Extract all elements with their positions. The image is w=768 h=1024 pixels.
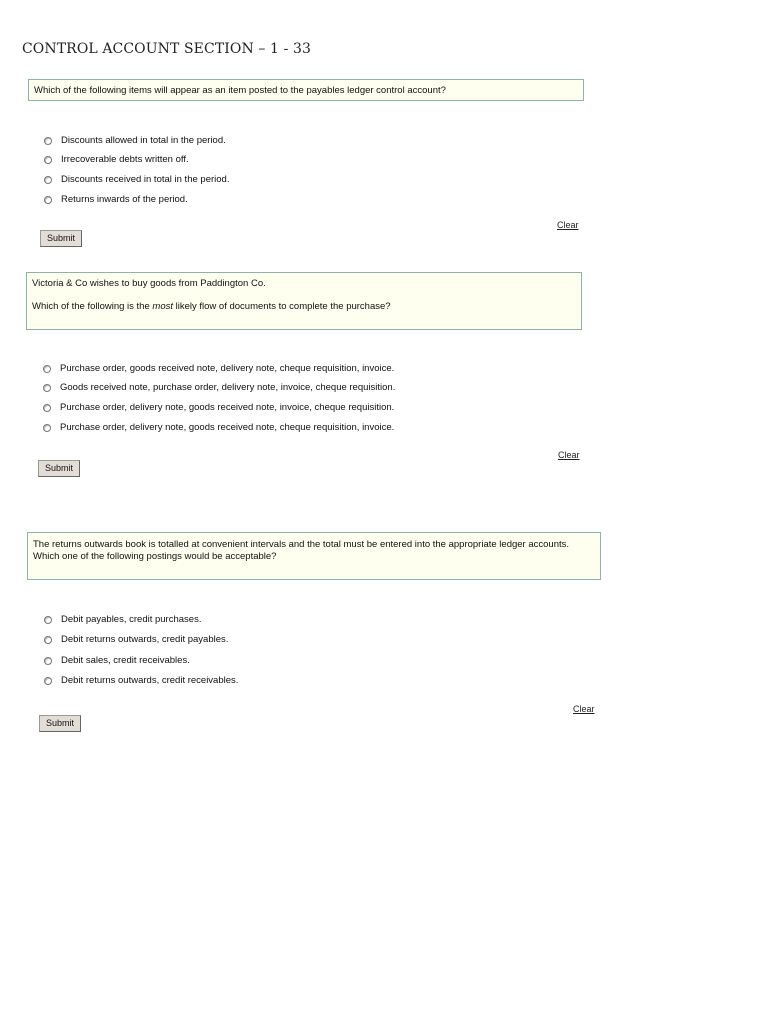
radio-button[interactable] (44, 657, 52, 665)
radio-button[interactable] (43, 365, 51, 373)
question-3-clear-link[interactable]: Clear (573, 704, 595, 714)
question-2-prompt-line2: Which of the following is the most likely flow of documents to complete the purchase? (32, 301, 391, 312)
emphasis-most: most (152, 301, 173, 312)
radio-button[interactable] (44, 616, 52, 624)
option-label: Purchase order, delivery note, goods received note, invoice, cheque requisition. (60, 402, 395, 413)
question-3-option-a[interactable] (44, 614, 201, 625)
question-1-prompt: Which of the following items will appear as an item posted to the payables ledger control account? (34, 85, 446, 96)
option-label: Debit returns outwards, credit receivables. (61, 675, 239, 686)
question-1-submit-button[interactable]: Submit (40, 230, 82, 247)
option-label: Debit returns outwards, credit payables. (61, 634, 229, 645)
question-1-option-c[interactable] (44, 174, 229, 185)
radio-button[interactable] (44, 196, 52, 204)
question-1-option-b[interactable] (44, 154, 189, 165)
question-2-prompt-line1: Victoria & Co wishes to buy goods from Paddington Co. (32, 278, 266, 289)
option-label: Debit payables, credit purchases. (61, 614, 202, 625)
question-2-option-a[interactable] (43, 363, 394, 374)
radio-button[interactable] (43, 424, 51, 432)
radio-button[interactable] (44, 636, 52, 644)
option-label: Goods received note, purchase order, delivery note, invoice, cheque requisition. (60, 382, 396, 393)
question-1-option-d[interactable] (44, 194, 188, 205)
question-3-prompt-line1: The returns outwards book is totalled at convenient intervals and the total must be entered into the appropriate ledger accounts. (33, 539, 570, 550)
option-label: Purchase order, goods received note, delivery note, cheque requisition, invoice. (60, 363, 395, 374)
question-3-option-b[interactable] (44, 634, 228, 645)
question-3-option-c[interactable] (44, 655, 190, 666)
option-label: Discounts received in total in the period. (61, 174, 230, 185)
question-2-option-c[interactable] (43, 402, 394, 413)
option-label: Irrecoverable debts written off. (61, 154, 189, 165)
option-label: Debit sales, credit receivables. (61, 655, 190, 666)
option-label: Returns inwards of the period. (61, 194, 188, 205)
option-label: Purchase order, delivery note, goods received note, cheque requisition, invoice. (60, 422, 395, 433)
question-3-option-d[interactable] (44, 675, 238, 686)
question-2-clear-link[interactable]: Clear (558, 450, 580, 460)
radio-button[interactable] (44, 677, 52, 685)
question-2-prompt-box (26, 272, 582, 330)
question-1-option-a[interactable] (44, 135, 226, 146)
question-3-prompt-box (27, 532, 601, 580)
radio-button[interactable] (43, 404, 51, 412)
radio-button[interactable] (44, 156, 52, 164)
question-2-option-d[interactable] (43, 422, 394, 433)
question-2-option-b[interactable] (43, 382, 395, 393)
page-title: CONTROL ACCOUNT SECTION – 1 - 33 (22, 41, 311, 57)
question-3-prompt-line2: Which one of the following postings would be acceptable? (33, 551, 277, 562)
radio-button[interactable] (44, 137, 52, 145)
question-2-submit-button[interactable]: Submit (38, 460, 80, 477)
question-3-submit-button[interactable]: Submit (39, 715, 81, 732)
option-label: Discounts allowed in total in the period. (61, 135, 226, 146)
radio-button[interactable] (43, 384, 51, 392)
question-1-prompt-box (28, 79, 584, 101)
question-1-clear-link[interactable]: Clear (557, 220, 579, 230)
radio-button[interactable] (44, 176, 52, 184)
